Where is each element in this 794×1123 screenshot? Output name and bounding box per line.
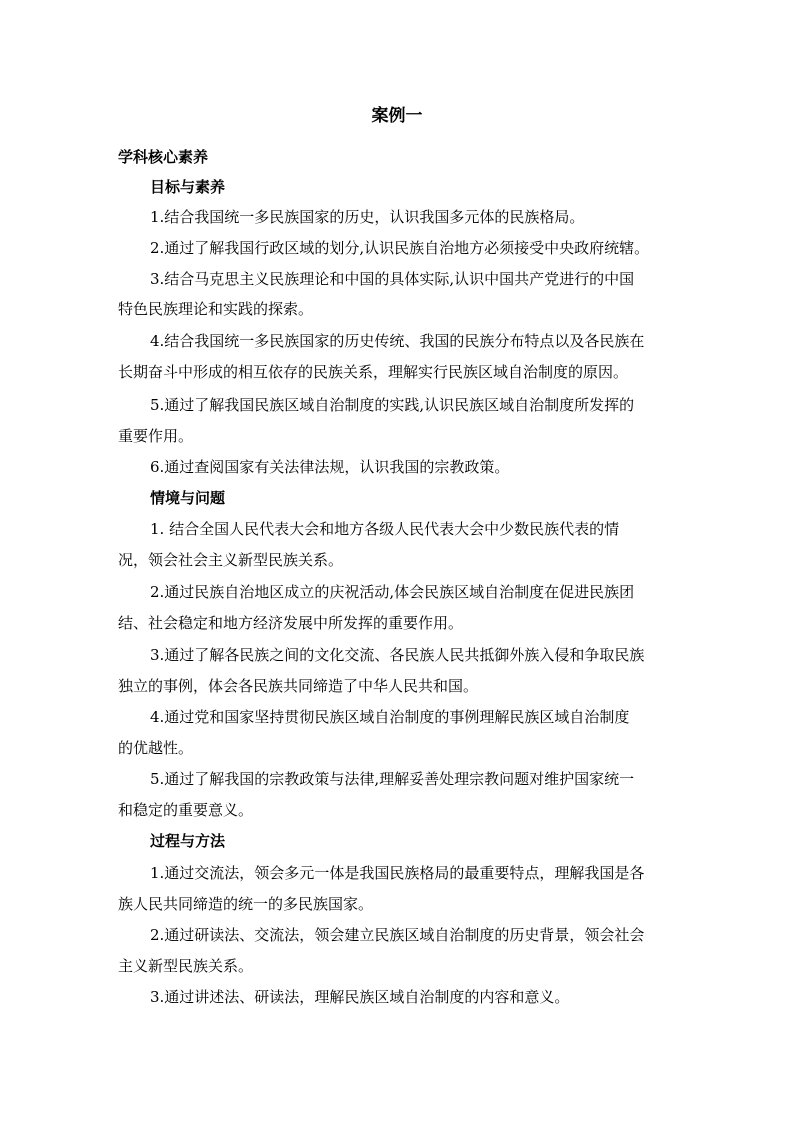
process-item-1-line-1: 1.通过交流法，领会多元一体是我国民族格局的最重要特点，理解我国是各 <box>150 864 645 882</box>
section-heading-context: 情境与问题 <box>150 489 226 507</box>
goal-item-3-line-2: 特色民族理论和实践的探索。 <box>118 300 314 318</box>
goal-item-1-line-1: 1.结合我国统一多民族国家的历史，认识我国多元体的民族格局。 <box>150 208 585 226</box>
goal-item-3-line-1: 3.结合马克思主义民族理论和中国的具体实际,认识中国共产党进行的中国 <box>150 270 635 288</box>
main-heading: 学科核心素养 <box>118 148 209 166</box>
context-item-2-line-2: 结、社会稳定和地方经济发展中所发挥的重要作用。 <box>118 614 464 632</box>
goal-item-2-line-1: 2.通过了解我国行政区域的划分,认识民族自治地方必须接受中央政府统辖。 <box>150 239 650 257</box>
goal-item-5-line-1: 5.通过了解我国民族区域自治制度的实践,认识民族区域自治制度所发挥的 <box>150 396 635 414</box>
process-item-1-line-2: 族人民共同缔造的统一的多民族国家。 <box>118 895 374 913</box>
document-title: 案例一 <box>371 106 423 126</box>
context-item-1-line-1: 1. 结合全国人民代表大会和地方各级人民代表大会中少数民族代表的情 <box>150 520 620 538</box>
goal-item-4-line-2: 长期奋斗中形成的相互依存的民族关系，理解实行民族区域自治制度的原因。 <box>118 363 629 381</box>
goal-item-5-line-2: 重要作用。 <box>118 427 194 445</box>
goal-item-6-line-1: 6.通过查阅国家有关法律法规，认识我国的宗教政策。 <box>150 458 510 476</box>
goal-item-4-line-1: 4.结合我国统一多民族国家的历史传统、我国的民族分布特点以及各民族在 <box>150 332 645 350</box>
context-item-3-line-1: 3.通过了解各民族之间的文化交流、各民族人民共抵御外族入侵和争取民族 <box>150 646 645 664</box>
process-item-2-line-1: 2.通过研读法、交流法，领会建立民族区域自治制度的历史背景，领会社会 <box>150 926 645 944</box>
context-item-1-line-2: 况，领会社会主义新型民族关系。 <box>118 551 344 569</box>
section-heading-process: 过程与方法 <box>150 832 226 850</box>
context-item-2-line-1: 2.通过民族自治地区成立的庆祝活动,体会民族区域自治制度在促进民族团 <box>150 583 635 601</box>
section-heading-goals: 目标与素养 <box>150 178 226 196</box>
context-item-4-line-2: 的优越性。 <box>118 739 194 757</box>
context-item-5-line-2: 和稳定的重要意义。 <box>118 801 254 819</box>
context-item-5-line-1: 5.通过了解我国的宗教政策与法律,理解妥善处理宗教问题对维护国家统一 <box>150 770 635 788</box>
process-item-2-line-2: 主义新型民族关系。 <box>118 957 254 975</box>
context-item-4-line-1: 4.通过党和国家坚持贯彻民族区域自治制度的事例理解民族区域自治制度 <box>150 708 630 726</box>
context-item-3-line-2: 独立的事例，体会各民族共同缔造了中华人民共和国。 <box>118 677 479 695</box>
process-item-3-line-1: 3.通过讲述法、研读法，理解民族区域自治制度的内容和意义。 <box>150 988 570 1006</box>
